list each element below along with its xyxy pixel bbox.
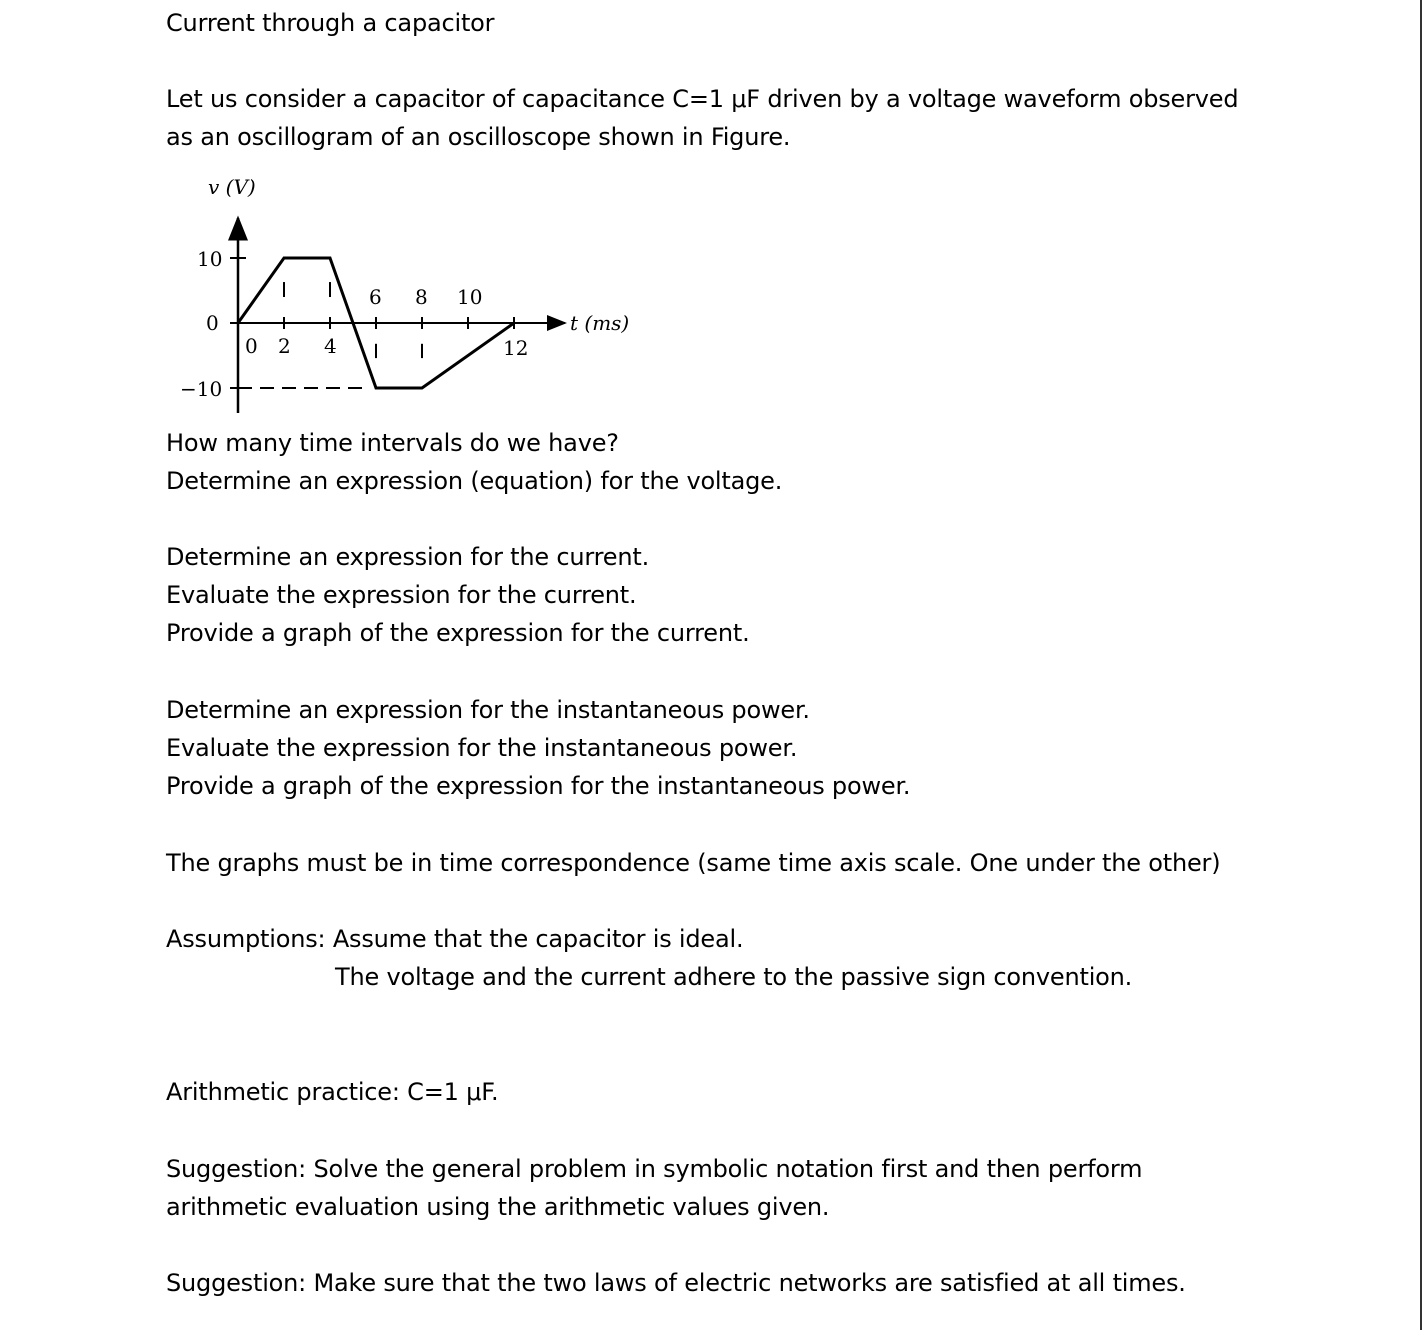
x-tick-label-10: 10 bbox=[457, 285, 483, 309]
x-tick-label-8: 8 bbox=[415, 285, 428, 309]
y-tick-label-neg10: −10 bbox=[180, 377, 223, 401]
suggestion-1-line-2: arithmetic evaluation using the arithmetic values given. bbox=[166, 1193, 830, 1221]
question-current-graph: Provide a graph of the expression for the current. bbox=[166, 619, 750, 647]
graphs-note: The graphs must be in time correspondence (same time axis scale. One under the other) bbox=[166, 849, 1221, 877]
question-voltage-expression: Determine an expression (equation) for the voltage. bbox=[166, 467, 783, 495]
question-intervals: How many time intervals do we have? bbox=[166, 429, 619, 457]
y-tick-label-0: 0 bbox=[206, 311, 219, 335]
intro-line-1: Let us consider a capacitor of capacitance C=1 μF driven by a voltage waveform observed bbox=[166, 85, 1239, 113]
voltage-waveform-chart bbox=[160, 170, 650, 420]
question-power-graph: Provide a graph of the expression for the instantaneous power. bbox=[166, 772, 911, 800]
x-axis-label: t (ms) bbox=[570, 311, 630, 335]
y-tick-label-10: 10 bbox=[197, 247, 223, 271]
page-right-border bbox=[1420, 0, 1422, 1330]
document-title: Current through a capacitor bbox=[166, 9, 495, 37]
assumptions-line-2: The voltage and the current adhere to the passive sign convention. bbox=[335, 963, 1133, 991]
x-tick-label-12: 12 bbox=[503, 336, 529, 360]
question-current-determine: Determine an expression for the current. bbox=[166, 543, 650, 571]
x-tick-label-4: 4 bbox=[324, 334, 337, 358]
question-current-evaluate: Evaluate the expression for the current. bbox=[166, 581, 637, 609]
x-tick-label-6: 6 bbox=[369, 285, 382, 309]
suggestion-1-line-1: Suggestion: Solve the general problem in symbolic notation first and then perform bbox=[166, 1155, 1143, 1183]
x-tick-label-2: 2 bbox=[278, 334, 291, 358]
y-axis-label: v (V) bbox=[208, 175, 256, 199]
question-power-evaluate: Evaluate the expression for the instantaneous power. bbox=[166, 734, 798, 762]
intro-line-2: as an oscillogram of an oscilloscope shown in Figure. bbox=[166, 123, 791, 151]
x-tick-label-0: 0 bbox=[245, 334, 258, 358]
chart-axes bbox=[230, 218, 565, 413]
arithmetic-practice: Arithmetic practice: C=1 μF. bbox=[166, 1078, 499, 1106]
question-power-determine: Determine an expression for the instantaneous power. bbox=[166, 696, 810, 724]
assumptions-line-1: Assumptions: Assume that the capacitor is ideal. bbox=[166, 925, 744, 953]
suggestion-2: Suggestion: Make sure that the two laws of electric networks are satisfied at all times. bbox=[166, 1269, 1186, 1297]
